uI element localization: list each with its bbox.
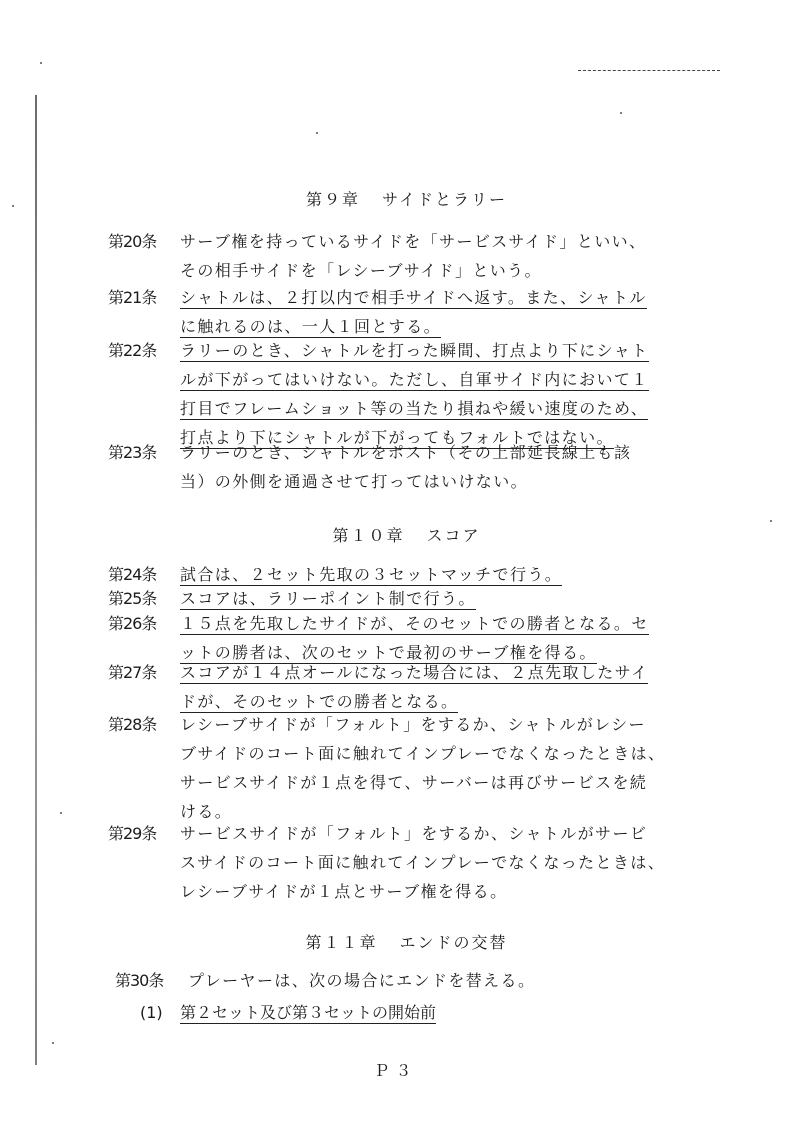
page-number: Ｐ３ bbox=[373, 1061, 418, 1080]
chapter-name: サイドとラリー bbox=[382, 190, 507, 209]
article-line: サーブ権を持っているサイドを「サービスサイド」といい、 bbox=[180, 232, 647, 251]
chapter-number: 第９章 bbox=[306, 190, 361, 209]
list-item bbox=[140, 1000, 436, 1023]
article-line-underlined: ルが下がってはいけない。ただし、自軍サイド内において１ bbox=[180, 370, 649, 389]
article-number: 第22条 bbox=[108, 341, 157, 360]
scan-speck bbox=[60, 812, 62, 814]
scan-speck bbox=[770, 520, 772, 522]
article-number: 第25条 bbox=[108, 589, 157, 608]
article-line: サービスサイドが「フォルト」をするか、シャトルがサービ bbox=[180, 824, 648, 843]
article-line: スサイドのコート面に触れてインプレーでなくなったときは、 bbox=[180, 853, 666, 872]
scan-mark bbox=[578, 70, 720, 71]
article-line-underlined: 打点より下にシャトルが下がってもフォルトではない。 bbox=[180, 428, 614, 447]
chapter-name: エンドの交替 bbox=[399, 933, 508, 952]
article-number: 第26条 bbox=[108, 614, 157, 633]
article-line: プレーヤーは、次の場合にエンドを替える。 bbox=[188, 971, 536, 990]
article-line-underlined: 打目でフレームショット等の当たり損ねや緩い速度のため、 bbox=[180, 399, 649, 418]
chapter-9-heading bbox=[0, 187, 791, 210]
article-number: 第24条 bbox=[108, 565, 157, 584]
article-line-underlined: ラリーのとき、シャトルを打った瞬間、打点より下にシャト bbox=[180, 341, 649, 360]
article-line: ブサイドのコート面に触れてインプレーでなくなったときは、 bbox=[180, 744, 666, 763]
article-line-underlined: に触れるのは、一人１回とする。 bbox=[180, 317, 442, 336]
article-line-underlined: １５点を先取したサイドが、そのセットでの勝者となる。セ bbox=[180, 614, 649, 633]
article-line: レシーブサイドが「フォルト」をするか、シャトルがレシー bbox=[180, 715, 646, 734]
scan-speck bbox=[620, 112, 622, 114]
chapter-name: スコア bbox=[426, 526, 481, 545]
article-line: その相手サイドを「レシーブサイド」という。 bbox=[180, 261, 542, 280]
article-number: 第20条 bbox=[108, 232, 157, 251]
scan-speck bbox=[52, 1042, 54, 1044]
article-line-underlined: ットの勝者は、次のセットで最初のサーブ権を得る。 bbox=[180, 643, 597, 662]
article-line-underlined: スコアが１４点オールになった場合には、２点先取したサイ bbox=[180, 663, 649, 682]
chapter-10-heading bbox=[0, 523, 791, 546]
article-line: ける。 bbox=[180, 802, 233, 821]
article-line: レシーブサイドが１点とサーブ権を得る。 bbox=[180, 882, 508, 901]
article-number: 第29条 bbox=[108, 824, 157, 843]
article-line: サービスサイドが１点を得て、サーバーは再びサービスを続 bbox=[180, 773, 648, 792]
article-line: ラリーのとき、シャトルをポスト（その上部延長線上も該 bbox=[180, 443, 632, 462]
scan-speck bbox=[40, 62, 42, 64]
chapter-11-heading bbox=[0, 930, 791, 953]
article-number: 第21条 bbox=[108, 288, 157, 307]
article-number: 第28条 bbox=[108, 715, 157, 734]
article-line-underlined: 試合は、２セット先取の３セットマッチで行う。 bbox=[180, 565, 563, 584]
chapter-number: 第１０章 bbox=[332, 526, 405, 545]
article-line-underlined: スコアは、ラリーポイント制で行う。 bbox=[180, 589, 476, 608]
chapter-number: 第１１章 bbox=[305, 933, 378, 952]
article-line-underlined: シャトルは、２打以内で相手サイドへ返す。また、シャトル bbox=[180, 288, 647, 307]
item-text-underlined: 第２セット及び第３セットの開始前 bbox=[180, 1003, 437, 1022]
item-number: (1) bbox=[140, 1003, 163, 1022]
scan-speck bbox=[316, 132, 318, 134]
binding-margin-line bbox=[35, 95, 37, 1065]
article-line-underlined: ドが、そのセットでの勝者となる。 bbox=[180, 692, 459, 711]
article-line: 当）の外側を通過させて打ってはいけない。 bbox=[180, 472, 529, 491]
article-number: 第23条 bbox=[108, 443, 157, 462]
article-number: 第27条 bbox=[108, 663, 157, 682]
article-number: 第30条 bbox=[115, 971, 164, 990]
